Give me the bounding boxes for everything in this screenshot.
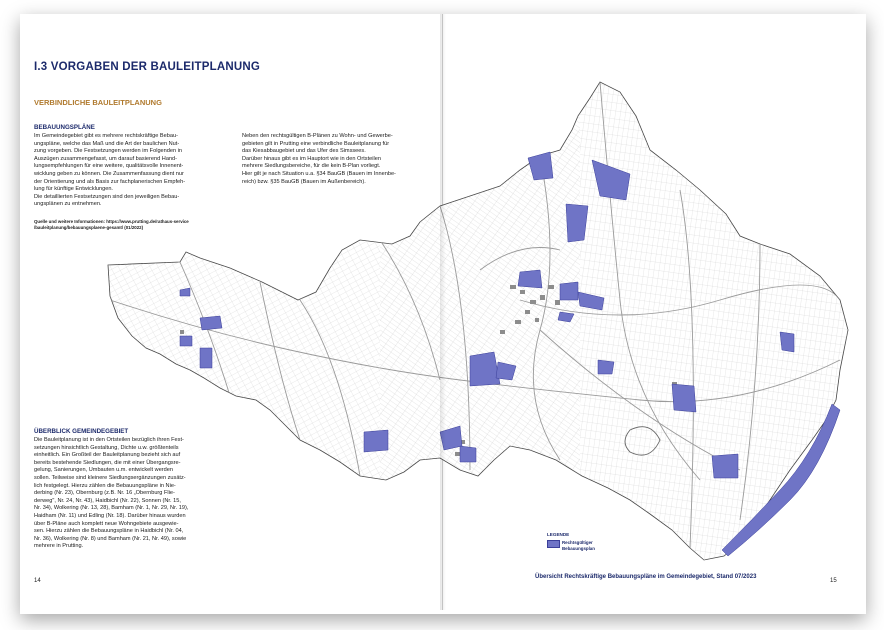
bebauungsplaene-heading: BEBAUUNGSPLÄNE: [34, 124, 95, 131]
ueberblick-heading: ÜBERBLICK GEMEINDEGEBIET: [34, 428, 129, 435]
legend-title: LEGENDE: [547, 532, 570, 537]
legend-label: Rechtsgültiger Bebauungsplan: [562, 540, 595, 551]
subsection-title: VERBINDLICHE BAULEITPLANUNG: [34, 98, 162, 107]
page-number-right: 15: [830, 578, 837, 584]
page-number-left: 14: [34, 578, 41, 584]
legend-swatch: [547, 540, 560, 548]
b-plan-additional-text: Neben den rechtsgültigen B-Plänen zu Wohn- und Gewerbe- gebieten gilt in Prutting eine verbindliche Bauleitplanung für das Kiesabbaugebiet und das Ufer des Simssees. Darüber hinaus gibt es im Hauptort wie in den Ortsteilen mehrere Siedlungsbereiche, für die kein B-Plan vorliegt. Hier gilt je nach Situation u.a. §34 BauGB (Bauen im Innenbe- reich) bzw. §35 BauGB (Bauen im Außenbereich).: [242, 133, 396, 185]
section-title: I.3 VORGABEN DER BAULEITPLANUNG: [34, 61, 260, 73]
bebauungsplaene-text: Im Gemeindegebiet gibt es mehrere rechtskräftige Bebau- ungspläne, welche das Maß und die Art der baulichen Nut- zung vorgeben. Die Festsetzungen werden im Folgenden in Auszügen zusammengefasst, um darauf basierend Hand- lungsempfehlungen für eine weitere, qualitätsvolle Innenent- wicklung geben zu können. Die Zusammenfassung dient nur der Orientierung und als Basis zur fachplanerischen Empfeh- lung für künftige Entwicklungen. Die detaillierten Festsetzungen sind den jeweiligen Bebau- ungsplänen zu entnehmen.: [34, 133, 186, 208]
map-caption: Übersicht Rechtskräftige Bebauungspläne im Gemeindegebiet, Stand 07/2023: [535, 574, 757, 580]
book-gutter: [440, 14, 446, 610]
source-note: Quelle und weitere Informationen: https://www.prutting.de/rathaus-service /bauleitplanung/bebauungsplaene-gesamt/ (01/2022): [34, 219, 189, 230]
ueberblick-text: Die Bauleitplanung ist in den Ortsteilen bezüglich ihren Fest- setzungen hinsichtlich Gestaltung, Dichte u.w. größtenteils einheitlich. Ein Großteil der Bauleitplanung bezieht sich auf bereits bestehende Siedlungen, die mit einer Übergangsre- gelung, Sanierungen, Umbauten u.m. entwickelt werden sollen. Teilweise sind kleinere Siedlungsergänzungen zusätz- lich festgelegt. Hierzu zählen die Bebauungspläne in Nie- derbing (Nr. 23), Obernburg (z.B. Nr. 16 „Obernburg Flie- derweg", Nr. 24, Nr. 43), Haidbichl (Nr. 22), Sonnen (Nr. 15, Nr. 34), Wolkering (Nr. 13, 28), Bamham (Nr. 1, Nr. 29, Nr. 19), Haidham (Nr. 11) und Edling (Nr. 18). Darüber hinaus wurden über B-Pläne auch komplett neue Wohngebiete ausgewie- sen. Hierzu zählen die Bebauungspläne in Haidbichl (Nr. 04, Nr. 36), Wolkering (Nr. 8) und Bamham (Nr. 21, Nr. 49), sowie mehrere in Prutting.: [34, 437, 189, 550]
